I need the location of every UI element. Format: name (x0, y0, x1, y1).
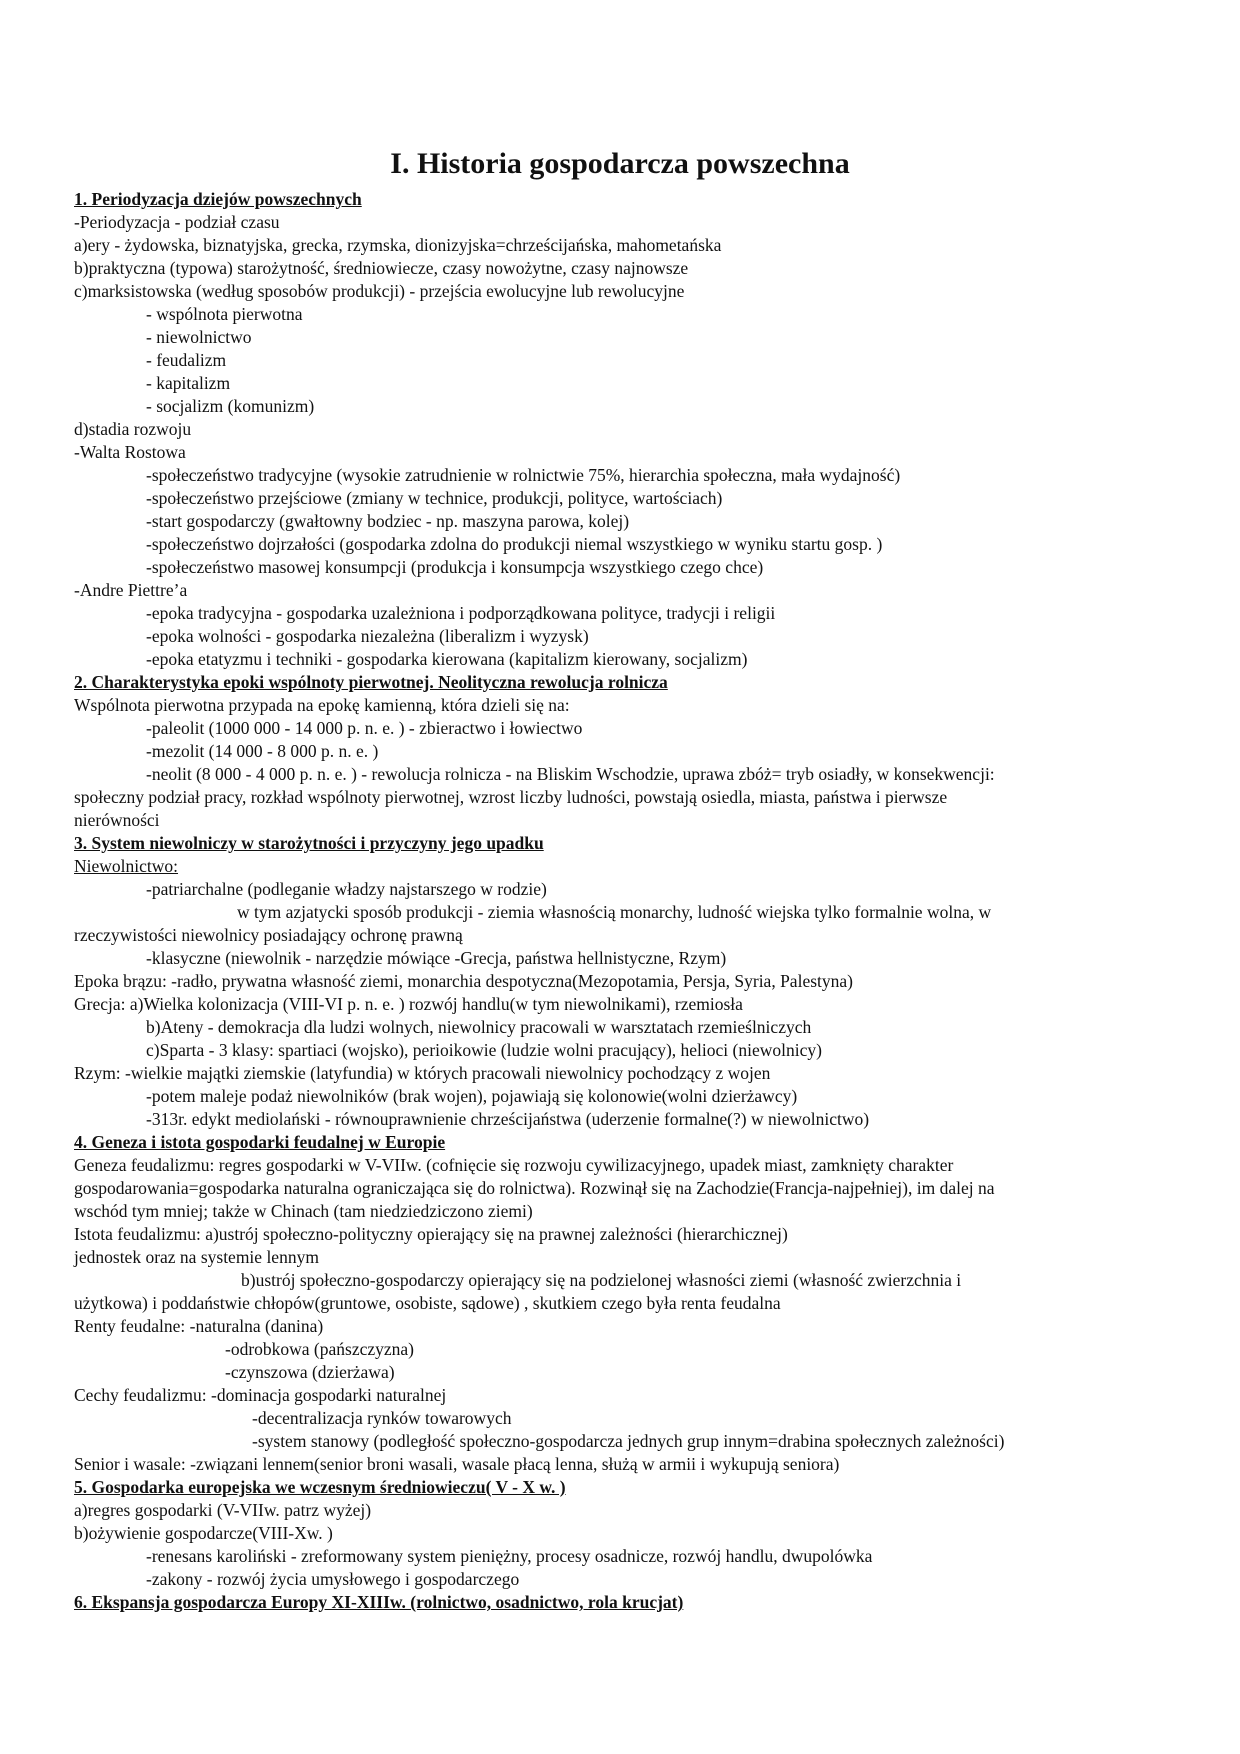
text-line: -epoka wolności - gospodarka niezależna (liberalizm i wyzysk) (146, 626, 589, 646)
text-line: -społeczeństwo dojrzałości (gospodarka zdolna do produkcji niemal wszystkiego w wyniku startu gosp. ) (146, 534, 883, 554)
text-line: -start gospodarczy (gwałtowny bodziec - np. maszyna parowa, kolej) (146, 511, 630, 531)
text-line: -patriarchalne (podleganie władzy najstarszego w rodzie) (146, 879, 547, 899)
text-line: -odrobkowa (pańszczyzna) (225, 1339, 415, 1359)
text-line: Epoka brązu: -radło, prywatna własność ziemi, monarchia despotyczna(Mezopotamia, Persja, Syria, Palestyna) (74, 971, 853, 991)
text-line: -decentralizacja rynków towarowych (252, 1408, 512, 1428)
text-line: Rzym: -wielkie majątki ziemskie (latyfundia) w których pracowali niewolnicy pochodzący z wojen (74, 1063, 771, 1083)
section-heading: 3. System niewolniczy w starożytności i przyczyny jego upadku (74, 833, 544, 853)
text-line: a)ery - żydowska, biznatyjska, grecka, rzymska, dionizyjska=chrześcijańska, mahometańska (74, 235, 722, 255)
text-line: - feudalizm (146, 350, 227, 370)
text-line: -epoka etatyzmu i techniki - gospodarka kierowana (kapitalizm kierowany, socjalizm) (146, 649, 748, 669)
section-heading: 5. Gospodarka europejska we wczesnym średniowieczu( V - X w. ) (74, 1477, 566, 1497)
text-line: -społeczeństwo przejściowe (zmiany w technice, produkcji, polityce, wartościach) (146, 488, 723, 508)
text-line: -paleolit (1000 000 - 14 000 p. n. e. ) - zbieractwo i łowiectwo (146, 718, 583, 738)
section-heading: 1. Periodyzacja dziejów powszechnych (74, 189, 362, 209)
text-line: Senior i wasale: -związani lennem(senior broni wasali, wasale płacą lenna, służą w armii i wykupują seniora) (74, 1454, 840, 1474)
text-line: gospodarowania=gospodarka naturalna ograniczająca się do rolnictwa). Rozwinął się na Zachodzie(Francja-najpełniej), im dalej na (74, 1178, 995, 1198)
section-heading: 6. Ekspansja gospodarcza Europy XI-XIIIw. (rolnictwo, osadnictwo, rola krucjat) (74, 1592, 684, 1612)
text-line: Renty feudalne: -naturalna (danina) (74, 1316, 324, 1336)
text-line: b)ustrój społeczno-gospodarczy opierający się na podzielonej własności ziemi (własność zwierzchnia i (241, 1270, 962, 1290)
text-line: d)stadia rozwoju (74, 419, 192, 439)
text-line: c)Sparta - 3 klasy: spartiaci (wojsko), perioikowie (ludzie wolni pracujący), helioci (niewolnicy) (146, 1040, 822, 1060)
text-line: -klasyczne (niewolnik - narzędzie mówiące -Grecja, państwa hellnistyczne, Rzym) (146, 948, 727, 968)
text-line: -zakony - rozwój życia umysłowego i gospodarczego (146, 1569, 520, 1589)
text-line: -neolit (8 000 - 4 000 p. n. e. ) - rewolucja rolnicza - na Bliskim Wschodzie, uprawa zbóż= tryb osiadły, w konsekwencji: (146, 764, 995, 784)
section-heading: 2. Charakterystyka epoki wspólnoty pierwotnej. Neolityczna rewolucja rolnicza (74, 672, 668, 692)
text-line: c)marksistowska (według sposobów produkcji) - przejścia ewolucyjne lub rewolucyjne (74, 281, 685, 301)
text-line: -313r. edykt mediolański - równouprawnienie chrześcijaństwa (uderzenie formalne(?) w niewolnictwo) (146, 1109, 870, 1129)
text-line: wschód tym mniej; także w Chinach (tam niedziedziczono ziemi) (74, 1201, 533, 1221)
text-line: Grecja: a)Wielka kolonizacja (VIII-VI p. n. e. ) rozwój handlu(w tym niewolnikami), rzemiosła (74, 994, 743, 1014)
text-line: w tym azjatycki sposób produkcji - ziemia własnością monarchy, ludność wiejska tylko formalnie wolna, w (237, 902, 992, 922)
text-line: - wspólnota pierwotna (146, 304, 303, 324)
section-heading: 4. Geneza i istota gospodarki feudalnej w Europie (74, 1132, 446, 1152)
page-title: I. Historia gospodarcza powszechna (390, 147, 850, 180)
text-line: -potem maleje podaż niewolników (brak wojen), pojawiają się kolonowie(wolni dzierżawcy) (146, 1086, 798, 1106)
text-line: -Andre Piettre’a (74, 580, 188, 600)
text-line: b)praktyczna (typowa) starożytność, średniowiecze, czasy nowożytne, czasy najnowsze (74, 258, 689, 278)
text-line: -mezolit (14 000 - 8 000 p. n. e. ) (146, 741, 379, 761)
text-line: Wspólnota pierwotna przypada na epokę kamienną, która dzieli się na: (74, 695, 570, 715)
text-line: rzeczywistości niewolnicy posiadający ochronę prawną (74, 925, 463, 945)
text-line: -epoka tradycyjna - gospodarka uzależniona i podporządkowana polityce, tradycji i religii (146, 603, 776, 623)
text-line: -społeczeństwo masowej konsumpcji (produkcja i konsumpcja wszystkiego czego chce) (146, 557, 764, 577)
text-line: Niewolnictwo: (74, 856, 179, 876)
text-line: - niewolnictwo (146, 327, 252, 347)
text-line: Geneza feudalizmu: regres gospodarki w V-VIIw. (cofnięcie się rozwoju cywilizacyjnego, upadek miast, zamknięty charakter (74, 1155, 954, 1175)
text-line: użytkowa) i poddaństwie chłopów(gruntowe, osobiste, sądowe) , skutkiem czego była renta feudalna (74, 1293, 781, 1313)
text-line: - socjalizm (komunizm) (146, 396, 315, 416)
text-line: b)ożywienie gospodarcze(VIII-Xw. ) (74, 1523, 333, 1543)
text-line: społeczny podział pracy, rozkład wspólnoty pierwotnej, wzrost liczby ludności, powstają osiedla, miasta, państwa i pierwsze (74, 787, 948, 807)
text-line: a)regres gospodarki (V-VIIw. patrz wyżej) (74, 1500, 372, 1520)
text-line: b)Ateny - demokracja dla ludzi wolnych, niewolnicy pracowali w warsztatach rzemieślniczych (146, 1017, 812, 1037)
text-line: jednostek oraz na systemie lennym (74, 1247, 319, 1267)
text-line: -czynszowa (dzierżawa) (225, 1362, 395, 1382)
text-line: -renesans karoliński - zreformowany system pieniężny, procesy osadnicze, rozwój handlu, dwupolówka (146, 1546, 873, 1566)
text-line: - kapitalizm (146, 373, 231, 393)
text-line: Cechy feudalizmu: -dominacja gospodarki naturalnej (74, 1385, 447, 1405)
text-line: -system stanowy (podległość społeczno-gospodarcza jednych grup innym=drabina społecznych zależności) (252, 1431, 1005, 1451)
text-line: Istota feudalizmu: a)ustrój społeczno-polityczny opierający się na prawnej zależności (hierarchicznej) (74, 1224, 788, 1244)
text-line: -Walta Rostowa (74, 442, 186, 462)
text-line: nierówności (74, 810, 160, 830)
text-line: -Periodyzacja - podział czasu (74, 212, 280, 232)
text-line: -społeczeństwo tradycyjne (wysokie zatrudnienie w rolnictwie 75%, hierarchia społeczna, mała wydajność) (146, 465, 901, 485)
